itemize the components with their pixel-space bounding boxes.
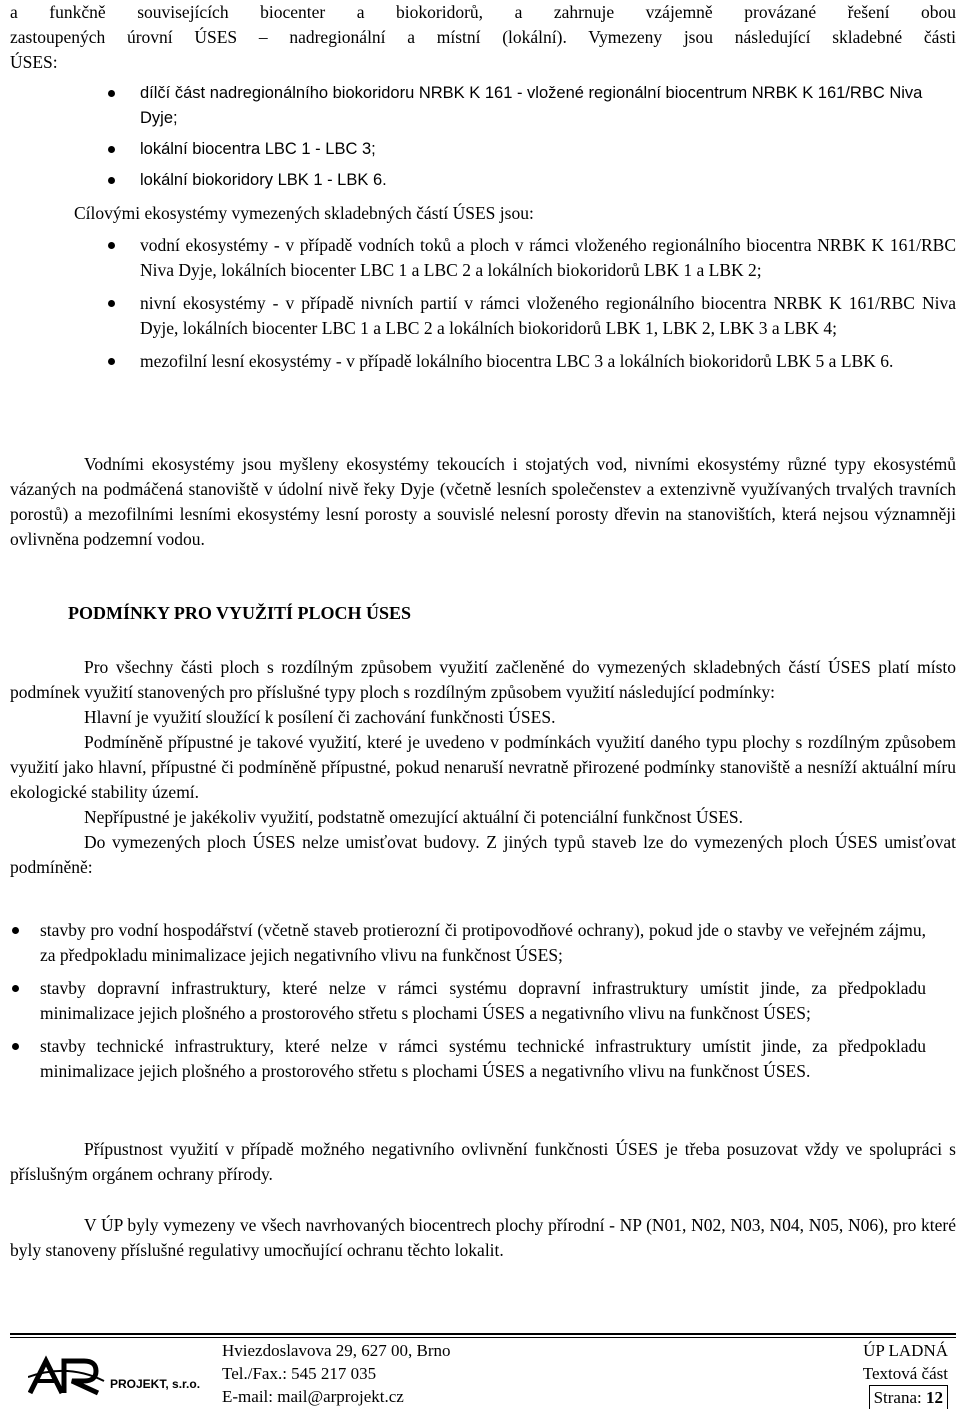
buildings-paragraph: Do vymezených ploch ÚSES nelze umisťovat budovy. Z jiných typů staveb lze do vymezených ploch ÚSES umisťovat podmíněně: (10, 832, 956, 877)
admissibility-paragraph: Přípustnost využití v případě možného negativního ovlivnění funkčnosti ÚSES je třeba posuzovat vždy ve spolupráci s příslušným orgánem ochrany přírody. (10, 1139, 956, 1184)
list-item: vodní ekosystémy - v případě vodních toků a ploch v rámci vloženého regionálního biocentra NRBK K 161/RBC Niva Dyje, lokálních biocenter LBC 1 a LBC 2 a lokálních biokoridorů LBK 1 a LBK 2; (10, 233, 956, 283)
list-item: lokální biokoridory LBK 1 - LBK 6. (10, 168, 956, 193)
target-intro: Cílovými ekosystémy vymezených skladebných částí ÚSES jsou: (74, 203, 534, 223)
main-use-paragraph: Hlavní je využití sloužící k posílení či zachování funkčnosti ÚSES. (84, 707, 556, 727)
section-heading: PODMÍNKY PRO VYUŽITÍ PLOCH ÚSES (68, 603, 412, 623)
inadmissible-paragraph: Nepřípustné je jakékoliv využití, podstatně omezující aktuální či potenciální funkčnost ÚSES. (84, 807, 744, 827)
list-item: stavby dopravní infrastruktury, které nelze v rámci systému dopravní infrastruktury umístit jinde, za předpokladu minimalizace jejich plošného a prostorového střetu s plochami ÚSES a negativního vlivu na funkčnost ÚSES; (10, 976, 926, 1026)
list-item: nivní ekosystémy - v případě nivních partií v rámci vloženého regionálního biocentra NRBK K 161/RBC Niva Dyje, lokálních biocenter LBC 1 a LBC 2 a lokálních biokoridorů LBK 1, LBK 2, LBK 3 a LBK 4; (10, 291, 956, 341)
list-item: mezofilní lesní ekosystémy - v případě lokálního biocentra LBC 3 a lokálních biokoridorů LBK 5 a LBK 6. (10, 349, 956, 374)
list-item: lokální biocentra LBC 1 - LBC 3; (10, 137, 956, 162)
page-footer (10, 1333, 956, 1415)
footer-doc-part: Textová část (862, 1364, 948, 1383)
ar-logo-icon (28, 1353, 208, 1398)
list-item: dílčí část nadregionálního biokoridoru NRBK K 161 - vložené regionální biocentrum NRBK K 161/RBC Niva Dyje; (10, 81, 956, 131)
natural-areas-paragraph: V ÚP byly vymezeny ve všech navrhovaných biocentrech plochy přírodní - NP (N01, N02, N03, N04, N05, N06), pro které byly stanoveny příslušné regulativy umocňující ochranu těchto lokalit. (10, 1215, 956, 1260)
page-number: 12 (926, 1388, 943, 1407)
conditional-paragraph: Podmíněně přípustné je takové využití, které je uvedeno v podmínkách využití daného typu plochy s rozdílným způsobem využití jako hlavní, přípustné či podmíněně přípustné, pokud nenaruší nevratně přirozené podmínky stanoviště a nesníží aktuální míru ekologické stability území. (10, 732, 956, 802)
intro-line-2: zastoupených úrovní ÚSES – nadregionální a místní (lokální). Vymezeny jsou následující skladebné části (10, 27, 956, 47)
intro-line-3: ÚSES: (10, 52, 58, 72)
page-label: Strana: (873, 1388, 922, 1407)
page-number-box (869, 1385, 948, 1409)
footer-email: E-mail: mail@arprojekt.cz (222, 1387, 404, 1406)
footer-doc-name: ÚP LADNÁ (863, 1341, 948, 1360)
footer-address-block (222, 1339, 451, 1408)
logo-text: PROJEKT, s.r.o. (110, 1377, 201, 1391)
footer-address: Hviezdoslavova 29, 627 00, Brno (222, 1341, 451, 1360)
company-logo (28, 1353, 208, 1398)
footer-phone: Tel./Fax.: 545 217 035 (222, 1364, 377, 1383)
targets-list (10, 233, 956, 374)
buildings-list (10, 918, 926, 1084)
intro-line-1: a funkčně souvisejících biocenter a biokoridorů, a zahrnuje vzájemně provázané řešení obou (10, 2, 956, 22)
list-item: stavby technické infrastruktury, které nelze v rámci systému technické infrastruktury umístit jinde, za předpokladu minimalizace jejich plošného a prostorového střetu s plochami ÚSES a negativního vlivu na funkčnost ÚSES. (10, 1034, 926, 1084)
footer-document-info (863, 1339, 948, 1409)
parts-list (10, 81, 956, 193)
conditions-paragraph: Pro všechny části ploch s rozdílným způsobem využití začleněné do vymezených skladebných částí ÚSES platí místo podmínek využití stanovených pro příslušné typy ploch s rozdílným způsobem využití následující podmínky: (10, 657, 956, 702)
list-item: stavby pro vodní hospodářství (včetně staveb protierozní či protipovodňové ochrany), pokud jde o stavby ve veřejném zájmu, za předpokladu minimalizace jejich negativního vlivu na funkčnost ÚSES; (10, 918, 926, 968)
ecosystems-paragraph: Vodními ekosystémy jsou myšleny ekosystémy tekoucích i stojatých vod, nivními ekosystémy různé typy ekosystémů vázaných na podmáčená stanoviště v údolní nivě řeky Dyje (včetně lesních společenstev a extenzivně využívaných trvalých travních porostů) a mezofilními lesními ekosystémy lesní porosty a souvislé nelesní porosty dřevin na stanovištích, která nejsou významněji ovlivněna podzemní vodou. (10, 454, 956, 549)
